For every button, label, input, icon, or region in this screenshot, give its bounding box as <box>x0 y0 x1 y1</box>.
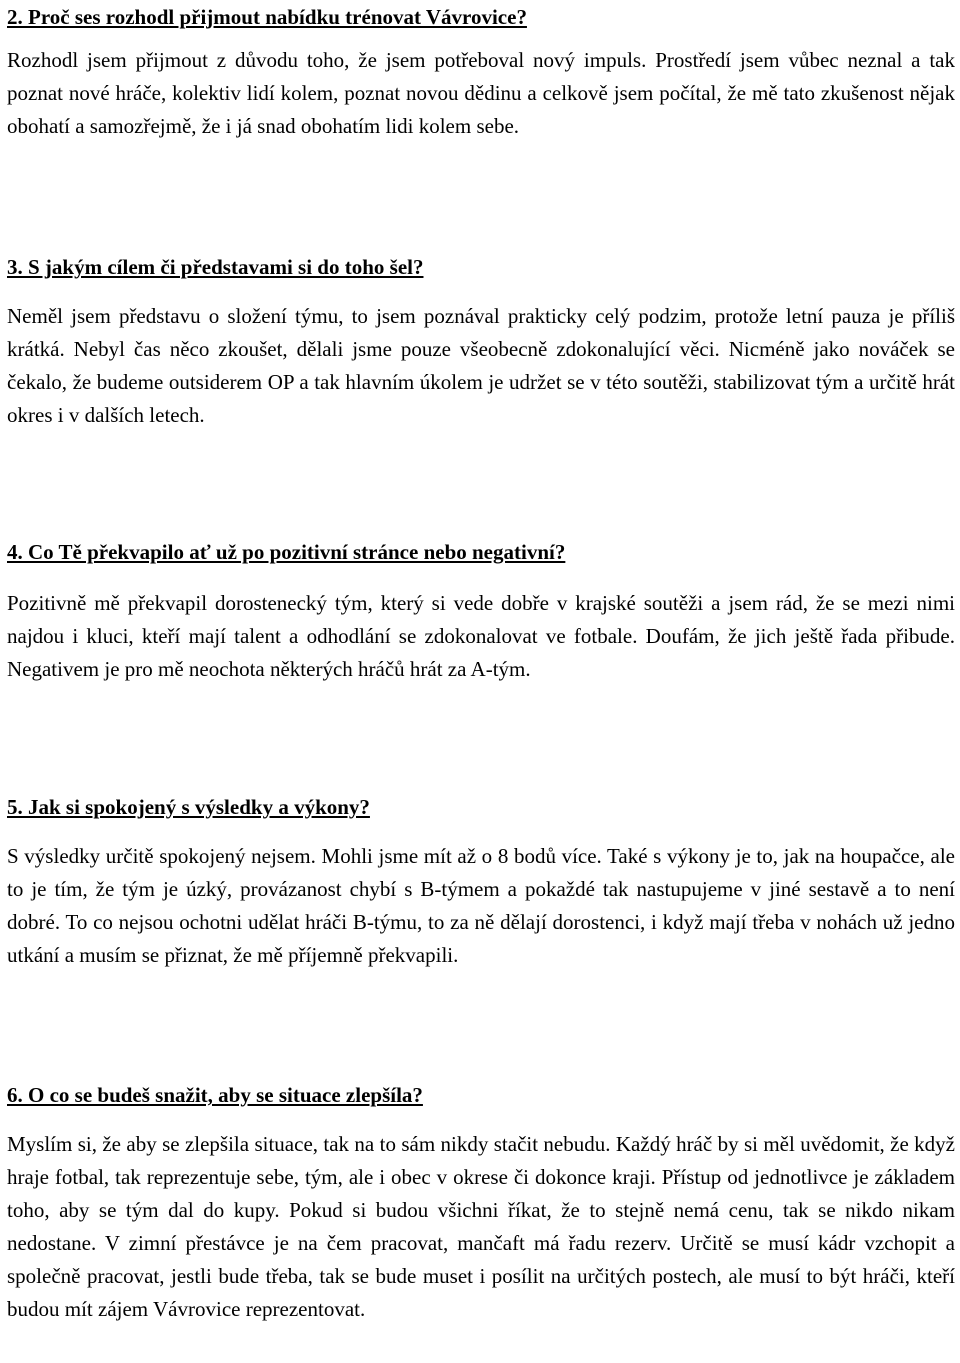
answer-4-paragraph: Pozitivně mě překvapil dorostenecký tým, který si vede dobře v krajské soutěži a jsem rád, že se mezi nimi najdou i kluci, kteří mají talent a odhodlání se zdokonalovat ve fotbale. Doufám, že jich ještě řada přibude. Negativem je pro mě neochota některých hráčů hrát za A-tým. <box>7 591 955 681</box>
answer-3-paragraph: Neměl jsem představu o složení týmu, to jsem poznával prakticky celý podzim, protože letní pauza je příliš krátká. Nebyl čas něco zkoušet, dělali jsme pouze všeobecně zdokonalující věci. Nicméně jako nováček se čekalo, že budeme outsiderem OP a tak hlavním úkolem je udržet se v této soutěži, stabilizovat tým a určitě hrát okres i v dalších letech. <box>7 304 955 427</box>
question-2-heading: 2. Proč ses rozhodl přijmout nabídku trénovat Vávrovice? <box>7 5 527 29</box>
question-5-heading: 5. Jak si spokojený s výsledky a výkony? <box>7 795 370 819</box>
answer-2-paragraph: Rozhodl jsem přijmout z důvodu toho, že jsem potřeboval nový impuls. Prostředí jsem vůbec neznal a tak poznat nové hráče, kolektiv lidí kolem, poznat novou dědinu a celkově jsem počítal, že mě tato zkušenost nějak obohatí a samozřejmě, že i já snad obohatím lidi kolem sebe. <box>7 48 955 138</box>
question-6-heading: 6. O co se budeš snažit, aby se situace zlepšíla? <box>7 1083 423 1107</box>
answer-6-paragraph: Myslím si, že aby se zlepšila situace, tak na to sám nikdy stačit nebudu. Každý hráč by si měl uvědomit, že když hraje fotbal, tak reprezentuje sebe, tým, ale i obec v okrese či dokonce kraji. Přístup od jednotlivce je základem toho, aby se tým dal do kupy. Pokud si budou všichni říkat, že to stejně nemá cenu, tak se nikdo nikam nedostane. V zimní přestávce je na čem pracovat, mančaft má řadu rezerv. Určitě se musí kádr vzchopit a společně pracovat, jestli bude třeba, tak se bude muset i posílit na určitých postech, ale musí to být hráči, kteří budou mít zájem Vávrovice reprezentovat. <box>7 1132 955 1321</box>
answer-5-paragraph: S výsledky určitě spokojený nejsem. Mohli jsme mít až o 8 bodů více. Také s výkony je to, jak na houpačce, ale to je tím, že tým je úzký, provázanost chybí s B-týmem a pokaždé tak nastupujeme v jiné sestavě a to není dobré. To co nejsou ochotni udělat hráči B-týmu, to za ně dělají dorostenci, i když mají třeba v nohách už jedno utkání a musím se přiznat, že mě příjemně překvapili. <box>7 844 955 967</box>
question-3-heading: 3. S jakým cílem či představami si do toho šel? <box>7 255 424 279</box>
question-4-heading: 4. Co Tě překvapilo ať už po pozitivní stránce nebo negativní? <box>7 540 566 564</box>
